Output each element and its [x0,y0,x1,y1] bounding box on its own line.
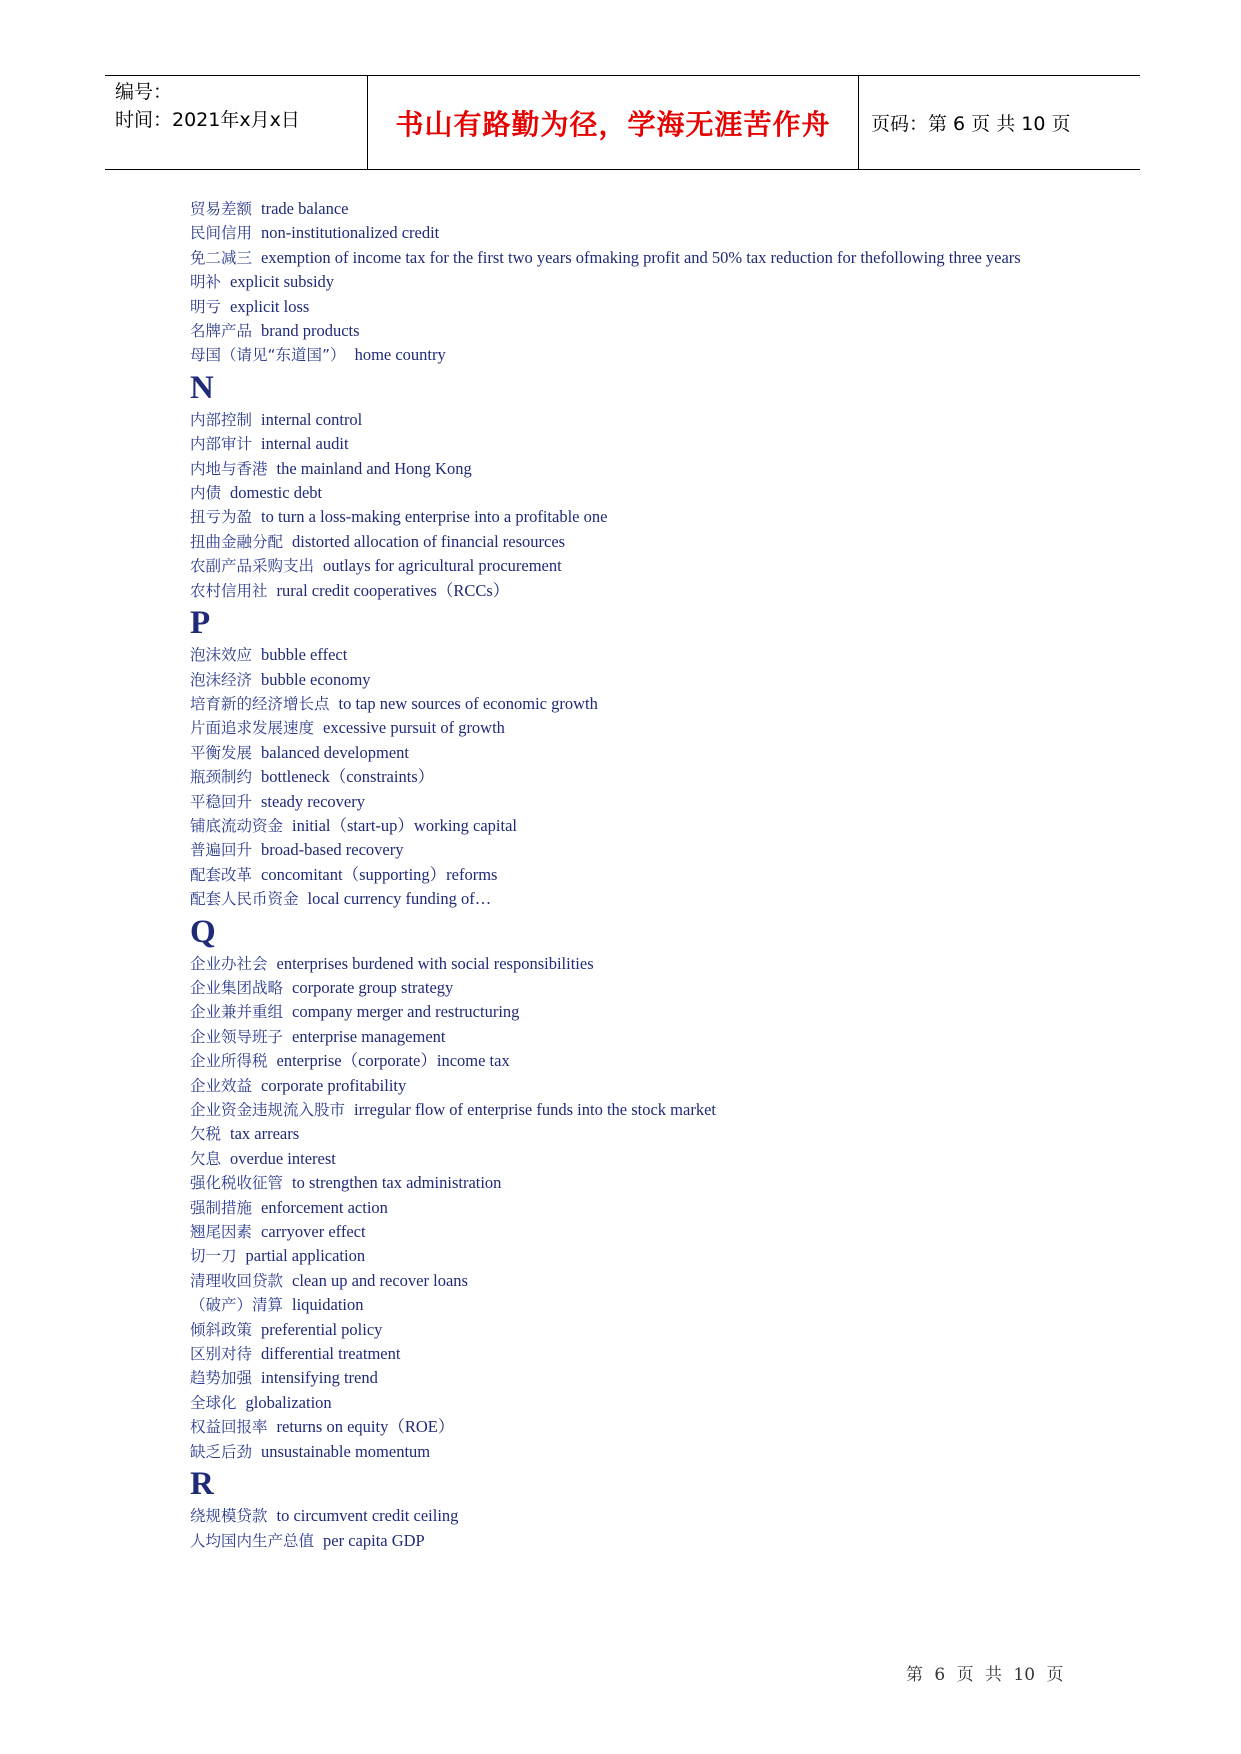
glossary-entry [190,505,1070,529]
term-chinese: （破产）清算 [190,1296,284,1315]
term-chinese: 趋势加强 [190,1369,253,1388]
glossary-entry [190,1147,1070,1171]
glossary-entry [190,1342,1070,1366]
glossary-entry [190,814,1070,838]
term-chinese: 培育新的经济增长点 [190,694,330,713]
term-english: bubble effect [261,645,348,665]
term-english: differential treatment [261,1344,401,1364]
term-english: corporate profitability [261,1075,407,1095]
term-chinese: 民间信用 [190,224,253,243]
glossary-entry [190,716,1070,740]
header-motto: 书山有路勤为径，学海无涯苦作舟 [395,107,831,141]
header-divider [858,76,859,169]
term-english: returns on equity（ROE） [276,1417,455,1437]
term-chinese: 企业集团战略 [190,978,284,997]
term-english: to circumvent credit ceiling [276,1506,459,1526]
term-chinese: 企业效益 [190,1076,253,1095]
term-english: enterprise management [292,1026,446,1046]
term-chinese: 扭曲金融分配 [190,532,284,551]
glossary-entry [190,1025,1070,1049]
term-chinese: 绕规模贷款 [190,1507,268,1526]
term-english: explicit subsidy [230,272,335,292]
term-chinese: 企业资金违规流入股市 [190,1101,346,1119]
glossary-entry [190,1391,1070,1415]
term-english: carryover effect [261,1222,366,1242]
glossary-entry [190,343,1070,367]
term-chinese: 强化税收征管 [190,1174,284,1193]
term-chinese: 农副产品采购支出 [190,557,315,576]
term-chinese: 强制措施 [190,1198,253,1217]
term-chinese: 缺乏后劲 [190,1442,253,1461]
term-chinese: 平稳回升 [190,792,253,811]
page-footer: 第 6 页 共 10 页 [906,1665,1064,1685]
glossary-entry [190,741,1070,765]
term-english: to strengthen tax administration [292,1173,502,1193]
glossary-entry [190,530,1070,554]
term-english: tax arrears [230,1124,300,1144]
term-english: enforcement action [261,1197,388,1217]
term-english: partial application [245,1246,366,1266]
section-letter: P [190,605,211,642]
glossary-entry [190,197,1070,221]
glossary-entry [190,643,1070,667]
term-english: concomitant（supporting）reforms [261,864,498,884]
term-chinese: 免二减三 [190,248,253,267]
term-chinese: 普遍回升 [190,841,253,860]
term-english: overdue interest [230,1148,336,1168]
glossary-entry [190,1504,1070,1528]
term-chinese: 内部控制 [190,410,253,429]
term-english: initial（start-up）working capital [292,815,518,835]
term-english: internal control [261,409,363,429]
page-header [105,75,1140,170]
term-english: liquidation [292,1295,364,1315]
term-english: steady recovery [261,791,366,811]
term-english: to tap new sources of economic growth [338,693,598,713]
term-chinese: 配套改革 [190,865,253,884]
glossary-entry [190,863,1070,887]
term-chinese: 清理收回贷款 [190,1271,284,1290]
glossary-entry [190,1244,1070,1268]
term-english: globalization [245,1392,332,1412]
glossary-entry [190,668,1070,692]
term-english: company merger and restructuring [292,1002,520,1022]
term-chinese: 农村信用社 [190,581,268,600]
term-chinese: 扭亏为盈 [190,508,253,527]
glossary-entry [190,1293,1070,1317]
term-english: non-institutionalized credit [261,223,440,243]
term-chinese: 铺底流动资金 [190,816,284,835]
glossary-entry [190,246,1070,270]
glossary-entry [190,1122,1070,1146]
term-english: rural credit cooperatives（RCCs） [276,580,510,600]
term-chinese: 翘尾因素 [190,1223,253,1242]
term-chinese: 倾斜政策 [190,1320,253,1339]
term-english: irregular flow of enterprise funds into the stock market [354,1100,716,1119]
term-english: enterprise（corporate）income tax [276,1051,510,1071]
term-english: trade balance [261,199,349,218]
term-chinese: 区别对待 [190,1345,253,1364]
term-english: preferential policy [261,1319,383,1339]
glossary-entry [190,408,1070,432]
term-english: domestic debt [230,483,323,503]
term-english: home country [354,345,446,365]
glossary-entry [190,1171,1070,1195]
number-label: 编号： [115,81,173,103]
term-english: intensifying trend [261,1368,378,1388]
term-chinese: 泡沫效应 [190,646,253,665]
term-english: per capita GDP [323,1530,425,1550]
glossary-entry [190,554,1070,578]
header-page-info: 页码：第 6 页 共 10 页 [871,113,1071,135]
time-label: 时间：2021年x月x日 [115,109,300,131]
glossary-entry [190,1269,1070,1293]
glossary-entry [190,1415,1070,1439]
glossary-entry [190,838,1070,862]
term-english: bubble economy [261,669,371,689]
glossary-entry [190,1318,1070,1342]
term-chinese: 企业领导班子 [190,1027,284,1046]
term-english: bottleneck（constraints） [261,767,435,787]
glossary-entry [190,481,1070,505]
glossary-entry [190,295,1070,319]
term-chinese: 片面追求发展速度 [190,719,315,738]
glossary-entry [190,1049,1070,1073]
term-chinese: 欠税 [190,1125,222,1144]
glossary-entry [190,457,1070,481]
term-chinese: 贸易差额 [190,200,253,218]
term-english: enterprises burdened with social responsibilities [276,953,594,973]
term-chinese: 配套人民币资金 [190,890,299,909]
glossary-entry [190,976,1070,1000]
term-english: brand products [261,321,360,341]
glossary-entry [190,790,1070,814]
glossary-content [190,197,1070,1553]
term-chinese: 泡沫经济 [190,670,253,689]
header-meta [115,76,367,169]
term-chinese: 内债 [190,484,222,503]
term-chinese: 切一刀 [190,1247,237,1266]
term-english: balanced development [261,742,409,762]
term-chinese: 明亏 [190,297,222,316]
section-letter: N [190,369,214,406]
term-english: local currency funding of… [307,889,492,909]
glossary-entry [190,1074,1070,1098]
term-chinese: 人均国内生产总值 [190,1531,315,1550]
term-chinese: 欠息 [190,1149,222,1168]
term-chinese: 内地与香港 [190,459,268,478]
glossary-entry [190,952,1070,976]
glossary-entry [190,1196,1070,1220]
term-english: outlays for agricultural procurement [323,556,562,576]
glossary-entry [190,579,1070,603]
term-chinese: 平衡发展 [190,743,253,762]
glossary-entry [190,1098,1070,1122]
term-english: broad-based recovery [261,840,404,860]
term-chinese: 企业兼并重组 [190,1003,284,1022]
section-letter: R [190,1466,214,1503]
glossary-entry [190,1529,1070,1553]
glossary-entry [190,692,1070,716]
term-english: internal audit [261,434,349,454]
glossary-entry [190,270,1070,294]
term-chinese: 名牌产品 [190,322,253,341]
term-chinese: 企业办社会 [190,954,268,973]
term-english: excessive pursuit of growth [323,718,505,738]
term-chinese: 全球化 [190,1393,237,1412]
term-chinese: 企业所得税 [190,1052,268,1071]
term-english: exemption of income tax for the first two years ofmaking profit and 50% tax reduction for thefollowing three years [261,247,1021,267]
term-chinese: 明补 [190,273,222,292]
term-chinese: 权益回报率 [190,1418,268,1437]
glossary-entry [190,1220,1070,1244]
term-english: explicit loss [230,296,310,316]
glossary-entry [190,1366,1070,1390]
glossary-entry [190,887,1070,911]
glossary-entry [190,1000,1070,1024]
term-english: the mainland and Hong Kong [276,458,472,478]
term-chinese: 母国（请见“东道国”） [190,346,346,365]
glossary-entry [190,221,1070,245]
term-english: distorted allocation of financial resources [292,531,566,551]
term-english: corporate group strategy [292,977,454,997]
term-chinese: 内部审计 [190,435,253,454]
term-english: to turn a loss-making enterprise into a profitable one [261,507,608,527]
section-letter: Q [190,913,216,950]
glossary-entry [190,765,1070,789]
glossary-entry [190,319,1070,343]
term-chinese: 瓶颈制约 [190,768,253,787]
glossary-entry [190,1440,1070,1464]
term-english: unsustainable momentum [261,1441,431,1461]
term-english: clean up and recover loans [292,1270,468,1290]
glossary-entry [190,432,1070,456]
